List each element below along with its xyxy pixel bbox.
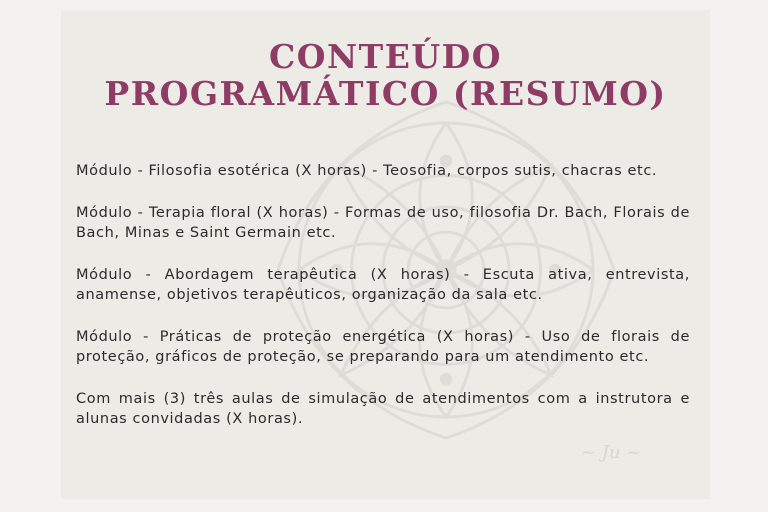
- module-item: Módulo - Terapia floral (X horas) - Formas de uso, filosofia Dr. Bach, Florais de Bach, Minas e Saint Germain etc.: [76, 204, 690, 241]
- module-item: Com mais (3) três aulas de simulação de atendimentos com a instrutora e alunas convidadas (X horas).: [76, 390, 690, 427]
- module-list: [76, 161, 690, 451]
- module-item: Módulo - Abordagem terapêutica (X horas) - Escuta ativa, entrevista, anamense, objetivos terapêuticos, organização da sala etc.: [76, 266, 690, 303]
- title-line-1: CONTEÚDO: [268, 37, 503, 76]
- page-title: [61, 38, 710, 112]
- signature-watermark: ~ Ju ~: [581, 442, 642, 463]
- title-line-2: PROGRAMÁTICO (RESUMO): [104, 74, 667, 113]
- module-item: Módulo - Filosofia esotérica (X horas) - Teosofia, corpos sutis, chacras etc.: [76, 163, 658, 179]
- module-item: Módulo - Práticas de proteção energética (X horas) - Uso de florais de proteção, gráficos de proteção, se preparando para um atendimento etc.: [76, 328, 690, 365]
- content-card: [61, 10, 710, 499]
